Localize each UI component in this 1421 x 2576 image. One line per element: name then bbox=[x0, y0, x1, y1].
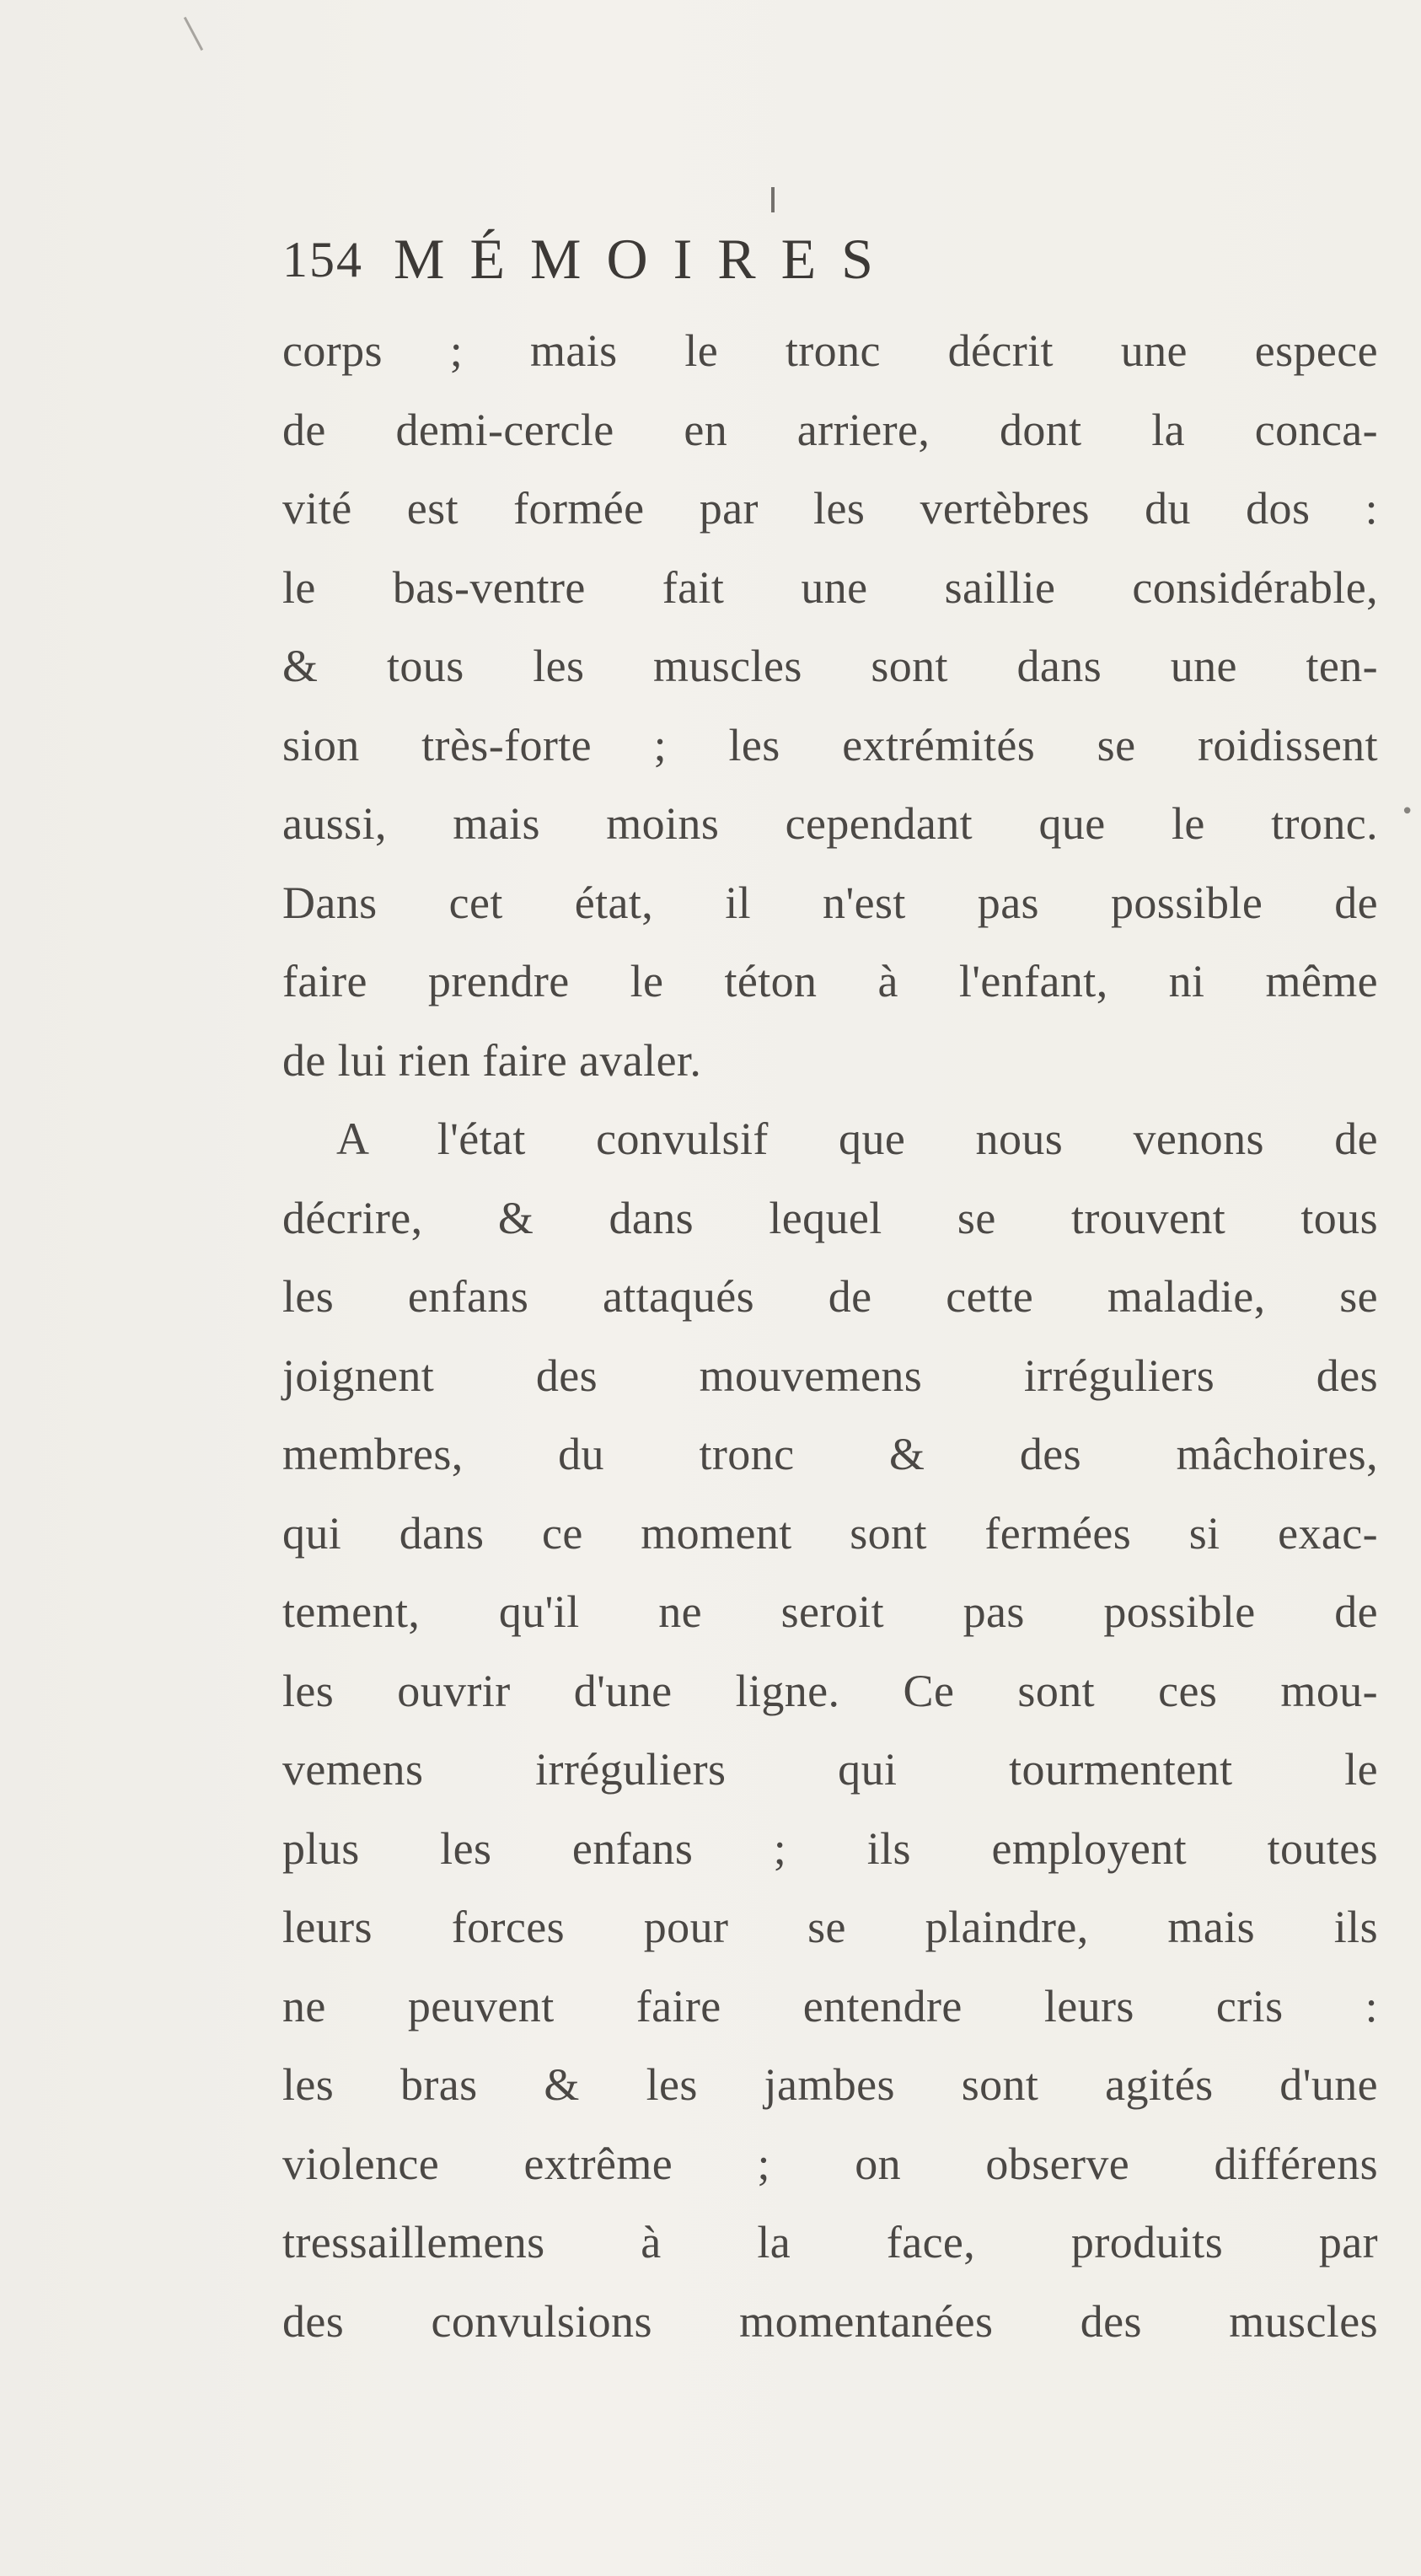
text-line: les ouvrir d'une ligne. Ce sont ces mou- bbox=[282, 1665, 1378, 1716]
text-line: tressaillemens à la face, produits par bbox=[282, 2217, 1378, 2267]
margin-dot: • bbox=[1401, 799, 1414, 824]
text-line: plus les enfans ; ils employent toutes bbox=[282, 1822, 1378, 1874]
text-line: Dans cet état, il n'est pas possible de bbox=[282, 877, 1378, 928]
page-number: 154 bbox=[282, 232, 363, 287]
text-line: sion très-forte ; les extrémités se roidissent bbox=[282, 719, 1378, 770]
ink-mark bbox=[771, 187, 775, 212]
text-line: le bas-ventre fait une saillie considérable, bbox=[282, 561, 1378, 613]
text-line: aussi, mais moins cependant que le tronc. bbox=[282, 798, 1378, 849]
text-line: les enfans attaqués de cette maladie, se bbox=[282, 1271, 1378, 1322]
body-text bbox=[282, 312, 1378, 2361]
text-line: de demi-cercle en arriere, dont la conca- bbox=[282, 404, 1378, 455]
text-line: membres, du tronc & des mâchoires, bbox=[282, 1429, 1378, 1479]
text-line: violence extrême ; on observe différens bbox=[282, 2138, 1378, 2189]
text-line: ne peuvent faire entendre leurs cris : bbox=[282, 1980, 1378, 2031]
text-line: les bras & les jambes sont agités d'une bbox=[282, 2059, 1378, 2110]
text-line: qui dans ce moment sont fermées si exac- bbox=[282, 1507, 1378, 1559]
text-line: faire prendre le téton à l'enfant, ni même bbox=[282, 956, 1378, 1006]
text-line: leurs forces pour se plaindre, mais ils bbox=[282, 1902, 1378, 1952]
text-line: & tous les muscles sont dans une ten- bbox=[282, 641, 1378, 691]
text-line: vité est formée par les vertèbres du dos : bbox=[282, 483, 1378, 534]
text-line: décrire, & dans lequel se trouvent tous bbox=[282, 1192, 1378, 1243]
text-line: de lui rien faire avaler. bbox=[282, 1034, 702, 1086]
margin-mark bbox=[184, 17, 203, 51]
text-line: corps ; mais le tronc décrit une espece bbox=[282, 325, 1378, 376]
text-line: vemens irréguliers qui tourmentent le bbox=[282, 1744, 1378, 1795]
text-line: des convulsions momentanées des muscles bbox=[282, 2295, 1378, 2347]
text-line: A l'état convulsif que nous venons de bbox=[336, 1114, 1378, 1164]
text-line: joignent des mouvemens irréguliers des bbox=[282, 1350, 1378, 1401]
page-header bbox=[282, 226, 1209, 302]
text-line: tement, qu'il ne seroit pas possible de bbox=[282, 1586, 1378, 1637]
running-title: MÉMOIRES bbox=[394, 227, 898, 291]
